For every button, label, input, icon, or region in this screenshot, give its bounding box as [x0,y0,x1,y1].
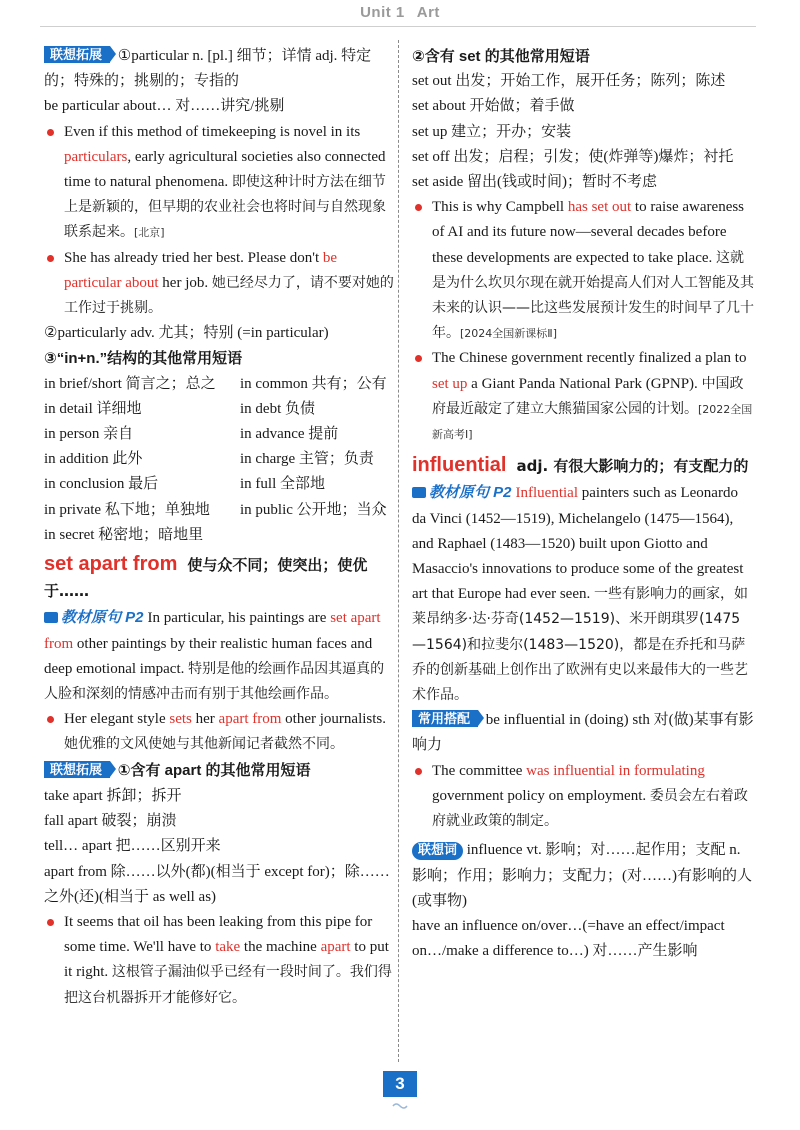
chinese-translation: 即使这种计时方法在细节上是新颖的，但早期的农业社会也将时间与自然现象联系起来。 [64,174,386,241]
example-text: painters such as Leonardo da Vinci (1452—1519), Michelangelo (1475—1564), and Raphael (1483—1520) built upon Giotto and Masaccio's innovations to produce some of the greatest art that Europe had ever seen. [412,485,744,603]
set-apart-headword-line [44,552,396,605]
example-text: , early agricultural societies also connected time to natural phenomena. [64,148,386,191]
in-phrase-item: in public 公开地；当众 [240,501,387,518]
running-header [0,4,800,21]
chinese-translation: 一些有影响力的画家，如莱昂纳多·达·芬奇(1452—1519)、米开朗琪罗(1475—1564)和拉斐尔(1483—1520)，都是在乔托和马萨乔的创新基础上创作出了欧洲有史以来最伟大的一些艺术作品。 [412,586,748,704]
example-sentence [412,759,754,835]
example-text: to put it right. [64,939,389,981]
collocation-tag: 常用搭配 [412,710,478,727]
headword: influential [412,454,507,477]
in-phrase-list [44,372,396,548]
left-column [44,44,396,1011]
highlight-text: particulars [64,148,128,165]
association-tag: 联想拓展 [44,761,110,778]
chinese-translation: 特别是他的绘画作品因其逼真的人脸和深刻的情感冲击而有别于其他绘画作品。 [44,660,385,703]
particularly-entry: ②particularly adv. 尤其；特别 (=in particular) [44,325,329,342]
example-text: other paintings by their realistic human faces and deep emotional impact. [44,635,373,677]
source-citation: [2024全国新课标Ⅱ] [460,327,557,341]
example-text: She has already tried her best. Please don't [64,249,323,266]
example-text: Her elegant style [64,711,170,728]
textbook-source-label [44,605,144,630]
collocation-text: be influential in (doing) sth 对(做)某事有影响力 [412,712,754,754]
highlight-text: set apart from [44,610,381,652]
example-sentence [44,707,396,757]
apart-phrase: apart from 除……以外(都)(相当于 except for)；除……之外(还)(相当于 as well as) [44,863,390,905]
textbook-source-label [412,480,512,505]
set-phrase: set about 开始做；着手做 [412,98,575,115]
in-phrase-item: in advance 提前 [240,426,339,443]
set-phrase: set aside 留出(钱或时间)；暂时不考虑 [412,174,657,191]
highlight-text: particular about [64,274,159,291]
example-text: government policy on employment. [432,787,650,804]
influential-headword-line [412,453,754,480]
topic-label: Art [416,4,440,21]
particular-definition: ①particular n. [pl.] 细节；详情 adj. 特定的；特殊的；挑剔的；专指的 [44,48,372,90]
highlight-text: has set out [567,199,632,216]
in-phrase-item: in brief/short 简言之；总之 [44,375,216,392]
in-phrase-item [240,523,396,548]
in-phrase-item: in private 私下地；单独地 [44,501,210,518]
textbook-source-sentence [412,480,754,708]
wave-decoration-icon [392,1102,408,1110]
header-rule [40,26,756,27]
apart-phrases-title: ①含有 apart 的其他常用短语 [117,761,311,779]
example-text: her job. [158,274,212,291]
highlight-text: be [322,249,338,266]
example-text: Even if this method of timekeeping is novel in its [64,123,361,140]
example-text: In particular, his paintings are [147,610,331,627]
apart-phrases-heading [44,758,396,784]
highlight-text: Influential [515,485,578,502]
in-phrase-item: in detail 详细地 [44,400,142,417]
chinese-translation: 中国政府最近敲定了建立大熊猫国家公园的计划。 [432,375,744,417]
book-icon [44,612,58,623]
set-phrases-title: ②含有 set 的其他常用短语 [412,48,590,65]
source-label-text: 教材原句 P2 [61,609,144,627]
apart-phrase: tell… apart 把……区别开来 [44,838,221,855]
related-word-badge: 联想词 [412,842,463,860]
in-phrase-item: in common 共有；公有 [240,375,387,392]
example-text: a Giant Panda National Park (GPNP). [467,375,702,392]
page-number: 3 [383,1071,417,1097]
chinese-translation: 她优雅的文风使她与其他新闻记者截然不同。 [64,736,344,753]
column-divider [398,40,399,1062]
chinese-translation: 委员会左右着政府就业政策的制定。 [432,787,748,830]
headword-meaning: adj. 有很大影响力的；有支配力的 [516,457,749,476]
unit-label: Unit 1 [360,4,405,21]
in-n-structure-title: ③“in+n.”结构的其他常用短语 [44,350,243,368]
example-text: This is why Campbell [432,199,568,216]
example-sentence [44,120,396,246]
highlight-text: sets [169,711,192,728]
particular-phrase: be particular about… 对……讲究/挑剔 [44,98,285,115]
example-text: The committee [432,762,527,779]
collocation-entry [412,708,754,758]
example-text: It seems that oil has been leaking from this pipe for some time. We'll have to [64,913,373,956]
in-phrase-item: in charge 主管；负责 [240,451,374,468]
influence-phrase: have an influence on/over…(=have an effect/impact on…/make a difference to…) 对……产生影响 [412,917,725,960]
particular-entry [44,44,396,94]
in-phrase-item: in debt 负债 [240,400,315,417]
highlight-text: apart [320,939,351,956]
association-tag: 联想拓展 [44,46,110,63]
example-sentence [44,910,396,1011]
example-text: The Chinese government recently finalized a plan to [432,350,747,367]
highlight-text: take [215,939,241,956]
in-phrase-item: in person 亲自 [44,426,134,443]
in-phrase-item: in secret 秘密地；暗地里 [44,526,204,543]
example-text: the machine [240,939,321,956]
highlight-text: set up [432,375,468,392]
book-icon [412,487,426,498]
chinese-translation: 她已经尽力了，请不要对她的工作过于挑剔。 [64,274,394,317]
influence-definition: influence vt. 影响；对……起作用；支配 n. 影响；作用；影响力；支配力；(对……)有影响的人(或事物) [412,842,752,909]
example-sentence [412,195,754,346]
example-sentence [412,346,754,447]
in-phrase-item: in full 全部地 [240,476,325,493]
apart-phrase: take apart 拆卸；拆开 [44,787,182,804]
apart-phrase: fall apart 破裂；崩溃 [44,813,177,830]
set-phrase: set up 建立；开办；安装 [412,123,572,140]
chinese-translation: 这就是为什么坎贝尔现在就开始提高人们对人工智能及其未来的认识——比这些发展预计发生的时间早了几十年。 [432,249,754,342]
example-text: other journalists. [281,711,386,728]
set-phrase: set off 出发；启程；引发；使(炸弹等)爆炸；衬托 [412,148,734,165]
highlight-text: was influential in formulating [526,762,705,779]
influence-entry [412,838,754,914]
headword: set apart from [44,553,178,576]
textbook-source-sentence [44,605,396,707]
right-column [412,44,754,964]
set-phrase: set out 出发；开始工作，展开任务；陈列；陈述 [412,73,726,90]
source-label-text: 教材原句 P2 [429,484,512,502]
highlight-text: apart from [218,711,282,728]
in-phrase-item: in addition 此外 [44,451,143,468]
headword-meaning: 使与众不同；使突出；使优于…… [44,556,368,601]
example-sentence [44,246,396,322]
chinese-translation: 这根管子漏油似乎已经有一段时间了。我们得把这台机器拆开才能修好它。 [64,964,392,1006]
source-citation: [2022全国新高考Ⅰ] [432,402,753,442]
source-citation: [北京] [134,226,165,240]
in-phrase-item: in conclusion 最后 [44,476,159,493]
example-text: to raise awareness of AI and its future now—several decades before these developments are expected to take place. [432,199,745,266]
example-text: her [191,711,219,728]
